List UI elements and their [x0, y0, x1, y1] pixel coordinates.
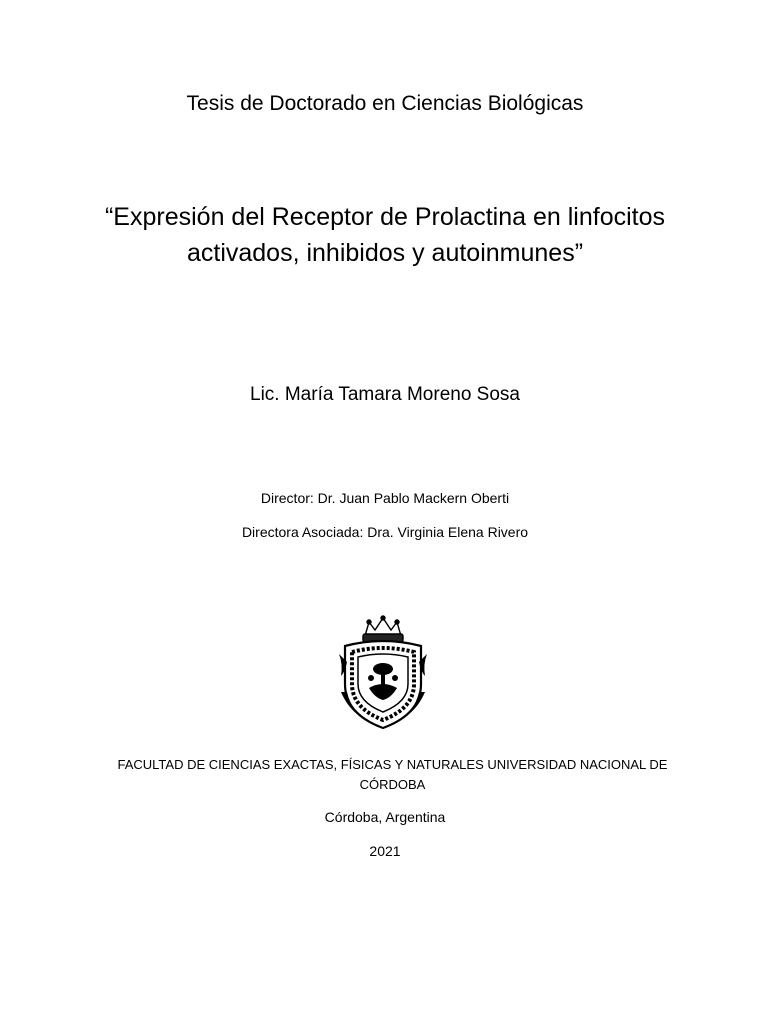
thesis-title-line-2: activados, inhibidos y autoinmunes”: [186, 239, 584, 267]
location: Córdoba, Argentina: [324, 809, 446, 825]
director-name: Director: Dr. Juan Pablo Mackern Oberti: [260, 490, 510, 506]
institution-name: FACULTAD DE CIENCIAS EXACTAS, FÍSICAS Y NATURALES UNIVERSIDAD NACIONAL DE CÓRDOBA: [117, 757, 668, 792]
author-name: Lic. María Tamara Moreno Sosa: [250, 384, 520, 405]
university-seal-icon: [335, 614, 431, 732]
associate-director-name: Directora Asociada: Dra. Virginia Elena Rivero: [241, 524, 529, 540]
publication-year: 2021: [369, 843, 401, 859]
thesis-title-line-1: “Expresión del Receptor de Prolactina en linfocitos: [104, 203, 666, 231]
thesis-title: [0, 199, 770, 271]
degree-heading: Tesis de Doctorado en Ciencias Biológicas: [186, 92, 584, 115]
